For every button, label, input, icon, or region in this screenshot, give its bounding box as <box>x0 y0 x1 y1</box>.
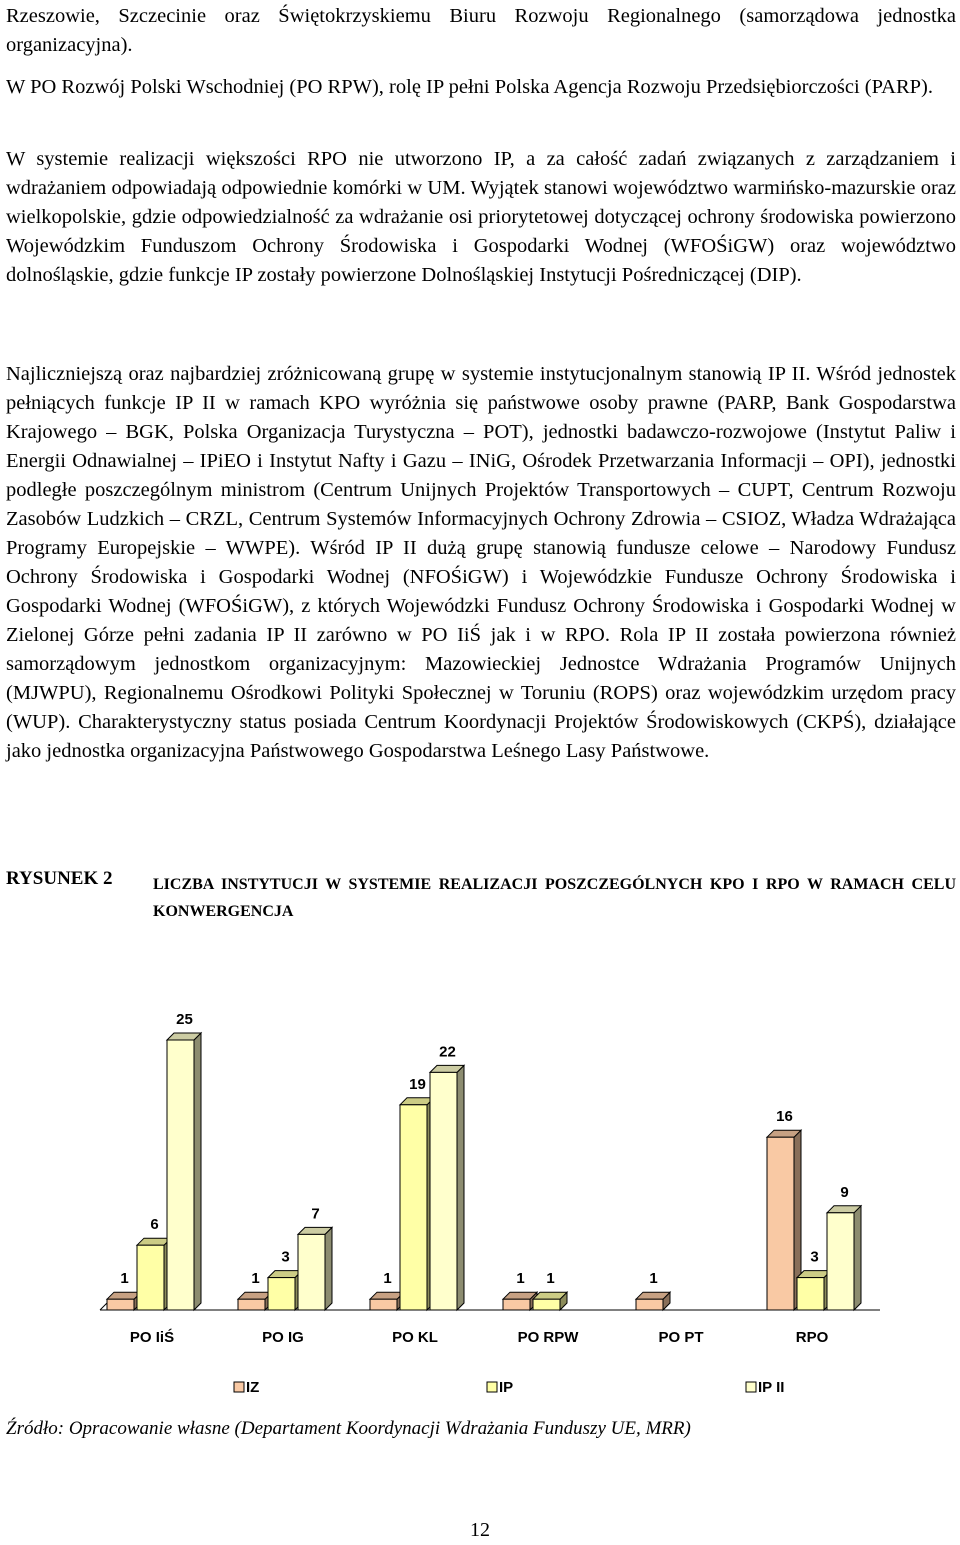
bar-iz-1 <box>238 1299 265 1310</box>
paragraph-2: W PO Rozwój Polski Wschodniej (PO RPW), rolę IP pełni Polska Agencja Rozwoju Przedsiębiorczości (PARP). <box>6 76 933 98</box>
figure-title: LICZBA INSTYTUCJI W SYSTEMIE REALIZACJI POSZCZEGÓLNYCH KPO I RPO W RAMACH CELU KONWERGENCJA <box>153 876 956 920</box>
category-label-2: PO KL <box>392 1329 438 1346</box>
bar-iz-0-label: 1 <box>120 1270 129 1288</box>
category-label-0: PO IiŚ <box>129 1329 175 1346</box>
bar-ip-ii-0-label: 25 <box>176 1011 193 1028</box>
bar-iz-5 <box>767 1137 794 1310</box>
page-number: 12 <box>470 1519 490 1541</box>
bar-ip-ii-1-side <box>325 1227 332 1310</box>
category-label-3: PO RPW <box>517 1329 579 1346</box>
legend-label-ip: IP <box>499 1379 514 1396</box>
category-label-5: RPO <box>795 1329 829 1346</box>
figure-source: Źródło: Opracowanie własne (Departament Koordynacji Wdrażania Funduszy UE, MRR) <box>6 1418 691 1439</box>
bar-iz-4-label: 1 <box>649 1270 658 1288</box>
bar-ip-2 <box>400 1105 427 1310</box>
bar-ip-3 <box>533 1299 560 1310</box>
bar-ip-5 <box>797 1278 824 1310</box>
legend-label-iz: IZ <box>246 1379 260 1396</box>
bar-ip-ii-1 <box>298 1234 325 1310</box>
bar-ip-ii-0-side <box>194 1033 201 1310</box>
bar-ip-ii-1-label: 7 <box>311 1205 320 1223</box>
paragraph-4: Najliczniejszą oraz najbardziej zróżnicowaną grupę w systemie instytucjonalnym stanowią IP II. Wśród jednostek pełniących funkcje IP II w ramach KPO wyróżnia się państwowe osoby prawne (PARP, Bank Gospodarstwa Krajowego – BGK, Polska Organizacja Turystyczna – POT), jednostki badawczo-rozwojowe (Instytut Paliw i Energii Odnawialnej – IPiEO i Instytut Nafty i Gazu – INiG, Ośrodek Przetwarzania Informacji – OPI), jednostki podległe poszczególnym ministrom (Centrum Unijnych Projektów Transportowych – CUPT, Centrum Rozwoju Zasobów Ludzkich – CRZL, Centrum Systemów Informacyjnych Ochrony Zdrowia – CSIOZ, Władza Wdrażająca Programy Europejskie – WWPE). Wśród IP II dużą grupę stanowią fundusze celowe – Narodowy Fundusz Ochrony Środowiska i Gospodarki Wodnej (NFOŚiGW) i Wojewódzkie Fundusze Ochrony Środowiska i Gospodarki Wodnej (WFOŚiGW), z których Wojewódzki Fundusz Ochrony Środowiska i Gospodarki Wodnej w Zielonej Górze pełni zadania IP II zarówno w PO IiŚ jak i w RPO. Rola IP II została powierzona również samorządowym jednostkom organizacyjnym: Mazowieckiej Jednostce Wdrażania Programów Unijnych (MJWPU), Regionalnemu Ośrodkowi Polityki Społecznej w Toruniu (ROPS) oraz wojewódzkim urzędom pracy (WUP). Charakterystyczny status posiada Centrum Koordynacji Projektów Środowiskowych (CKPŚ), działające jako jednostka organizacyjna Państwowego Gospodarstwa Leśnego Lasy Państwowe. <box>6 363 956 762</box>
bar-iz-5-label: 16 <box>776 1108 793 1126</box>
legend-swatch-iz <box>234 1382 244 1392</box>
paragraph-3: W systemie realizacji większości RPO nie utworzono IP, a za całość zadań związanych z zarządzaniem i wdrażaniem odpowiadają odpowiednie komórki w UM. Wyjątek stanowi województwo warmińsko-mazurskie oraz wielkopolskie, gdzie odpowiedzialność za wdrażanie osi priorytetowej dotyczącej ochrony środowiska powierzono Wojewódzkim Funduszom Ochrony Środowiska i Gospodarki Wodnej (WFOŚiGW) oraz województwo dolnośląskie, gdzie funkcje IP zostały powierzone Dolnośląskiej Instytucji Pośredniczącej (DIP). <box>6 148 956 286</box>
bar-ip-0 <box>137 1245 164 1310</box>
bar-iz-0 <box>107 1299 134 1310</box>
chart-floor-edge <box>100 1303 107 1310</box>
bar-iz-1-label: 1 <box>251 1270 260 1288</box>
legend-swatch-ip-ii <box>746 1382 756 1392</box>
bar-iz-3 <box>503 1299 530 1310</box>
bar-ip-ii-2-label: 22 <box>439 1043 456 1061</box>
paragraph-1: Rzeszowie, Szczecinie oraz Świętokrzyskiemu Biuru Rozwoju Regionalnego (samorządowa jednostka organizacyjna). <box>6 5 956 56</box>
bar-iz-3-label: 1 <box>516 1270 525 1288</box>
bar-ip-3-label: 1 <box>546 1270 555 1288</box>
bar-ip-5-label: 3 <box>810 1248 819 1266</box>
bar-ip-ii-2-side <box>457 1065 464 1310</box>
bar-ip-ii-5-label: 9 <box>840 1183 849 1201</box>
bar-ip-1-label: 3 <box>281 1248 290 1266</box>
bar-ip-ii-0 <box>167 1040 194 1310</box>
bar-ip-ii-5-side <box>854 1206 861 1310</box>
category-label-4: PO PT <box>658 1329 704 1346</box>
bar-ip-1 <box>268 1278 295 1310</box>
bar-ip-2-label: 19 <box>409 1075 426 1093</box>
bar-iz-2 <box>370 1299 397 1310</box>
bar-ip-ii-2 <box>430 1072 457 1310</box>
bar-iz-4 <box>636 1299 663 1310</box>
category-label-1: PO IG <box>262 1329 304 1346</box>
bar-iz-2-label: 1 <box>383 1270 392 1288</box>
bar-ip-0-label: 6 <box>150 1216 159 1234</box>
bar-ip-ii-5 <box>827 1213 854 1310</box>
legend-label-ip-ii: IP II <box>758 1379 785 1396</box>
figure-label: RYSUNEK 2 <box>6 868 113 889</box>
legend-swatch-ip <box>487 1382 497 1392</box>
